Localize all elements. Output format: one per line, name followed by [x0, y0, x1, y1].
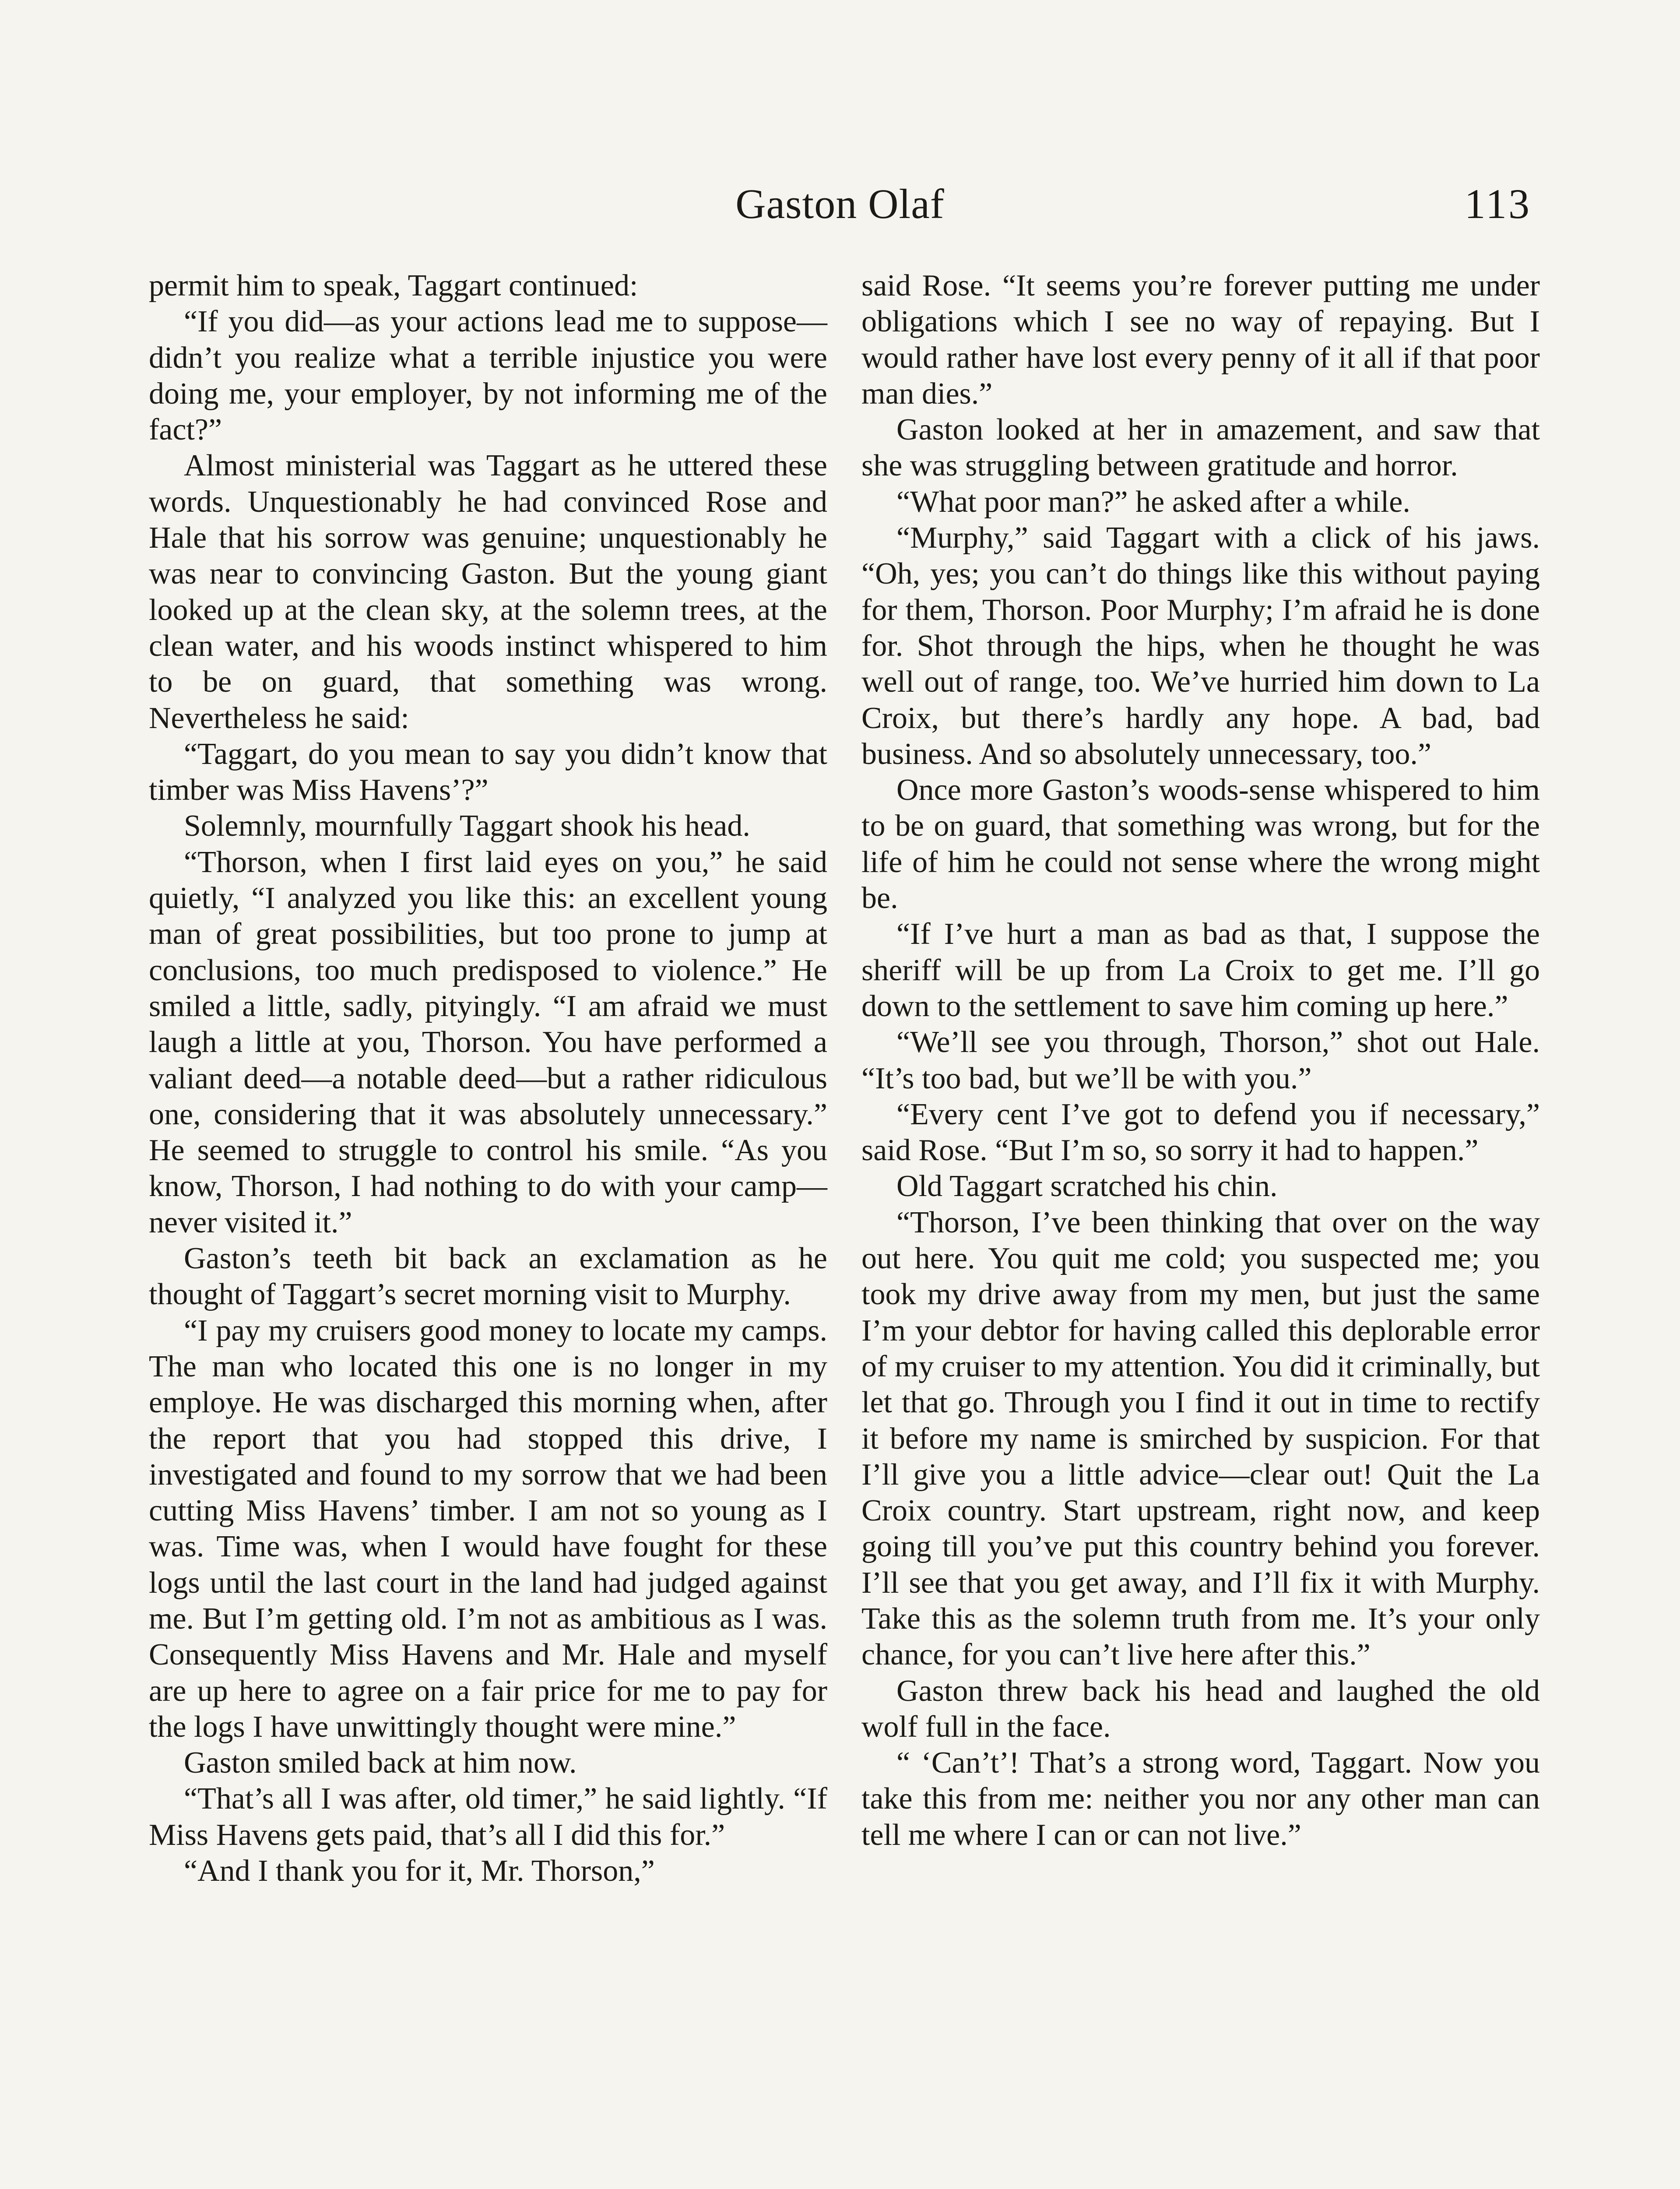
page-number: 113 [1464, 180, 1531, 227]
left-text-column [149, 268, 827, 1889]
paragraph: “If I’ve hurt a man as bad as that, I suppose the sheriff will be up from La Croix to get me. I’ll go down to the settlement to save him coming up here.” [861, 917, 1540, 1023]
paragraph: Gaston’s teeth bit back an exclamation as he thought of Taggart’s secret morning visit to Murphy. [149, 1242, 827, 1312]
paragraph: “Murphy,” said Taggart with a click of his jaws. “Oh, yes; you can’t do things like this without paying for them, Thorson. Poor Murphy; I’m afraid he is done for. Shot through the hips, when he thought he was well out of range, too. We’ve hurried him down to La Croix, but there’s hardly any hope. A bad, bad business. And so absolutely unnecessary, too.” [861, 521, 1540, 771]
paragraph: Once more Gaston’s woods-sense whispered to him to be on guard, that something was wrong, but for the life of him he could not sense where the wrong might be. [861, 773, 1540, 915]
paragraph: Gaston threw back his head and laughed the old wolf full in the face. [861, 1674, 1540, 1744]
paragraph: Gaston looked at her in amazement, and saw that she was struggling between gratitude and horror. [861, 413, 1540, 483]
paragraph: “That’s all I was after, old timer,” he said lightly. “If Miss Havens gets paid, that’s all I did this for.” [149, 1782, 827, 1852]
paragraph: “If you did—as your actions lead me to suppose—didn’t you realize what a terrible injustice you were doing me, your employer, by not informing me of the fact?” [149, 305, 827, 447]
paragraph: Old Taggart scratched his chin. [896, 1169, 1278, 1204]
paragraph: “What poor man?” he asked after a while. [896, 485, 1410, 519]
paragraph: “Every cent I’ve got to defend you if necessary,” said Rose. “But I’m so, so sorry it had to happen.” [861, 1097, 1540, 1168]
paragraph: “Thorson, I’ve been thinking that over on the way out here. You quit me cold; you suspected me; you took my drive away from my men, but just the same I’m your debtor for having called this deplorable error of my cruiser to my attention. You did it criminally, but let that go. Through you I find it out in time to rectify it before my name is smirched by suspicion. For that I’ll give you a little advice—clear out! Quit the La Croix country. Start upstream, right now, and keep going till you’ve put this country behind you forever. I’ll see that you get away, and I’ll fix it with Murphy. Take this as the solemn truth from me. It’s your only chance, for you can’t live here after this.” [861, 1205, 1540, 1672]
paragraph: Almost ministerial was Taggart as he uttered these words. Unquestionably he had convinced Rose and Hale that his sorrow was genuine; unquestionably he was near to convincing Gaston. But the young giant looked up at the clean sky, at the solemn trees, at the clean water, and his woods instinct whispered to him to be on guard, that something was wrong. Nevertheless he said: [149, 449, 827, 735]
page-header [149, 179, 1531, 232]
paragraph: “And I thank you for it, Mr. Thorson,” [184, 1854, 655, 1888]
paragraph: Gaston smiled back at him now. [184, 1746, 577, 1780]
paragraph: “Taggart, do you mean to say you didn’t know that timber was Miss Havens’?” [149, 737, 827, 807]
paragraph: “Thorson, when I first laid eyes on you,” he said quietly, “I analyzed you like this: an excellent young man of great possibilities, but too prone to jump at conclusions, too much predisposed to violence.” He smiled a little, sadly, pityingly. “I am afraid we must laugh a little at you, Thorson. You have performed a valiant deed—a notable deed—but a rather ridiculous one, considering that it was absolutely unnecessary.” He seemed to struggle to control his smile. “As you know, Thorson, I had nothing to do with your camp—never visited it.” [149, 845, 827, 1239]
paragraph: “ ‘Can’t’! That’s a strong word, Taggart. Now you take this from me: neither you nor any other man can tell me where I can or can not live.” [861, 1746, 1540, 1852]
right-text-column [861, 268, 1540, 1853]
paragraph: “We’ll see you through, Thorson,” shot out Hale. “It’s too bad, but we’ll be with you.” [861, 1025, 1540, 1095]
paragraph: Solemnly, mournfully Taggart shook his head. [184, 809, 750, 843]
paragraph: “I pay my cruisers good money to locate my camps. The man who located this one is no longer in my employe. He was discharged this morning when, after the report that you had stopped this drive, I investigated and found to my sorrow that we had been cutting Miss Havens’ timber. I am not so young as I was. Time was, when I would have fought for these logs until the last court in the land had judged against me. But I’m getting old. I’m not as ambitious as I was. Consequently Miss Havens and Mr. Hale and myself are up here to agree on a fair price for me to pay for the logs I have unwittingly thought were mine.” [149, 1313, 827, 1744]
paragraph: permit him to speak, Taggart continued: [149, 269, 638, 303]
running-title: Gaston Olaf [735, 180, 945, 227]
paragraph: said Rose. “It seems you’re forever putting me under obligations which I see no way of repaying. But I would rather have lost every penny of it all if that poor man dies.” [861, 269, 1540, 411]
